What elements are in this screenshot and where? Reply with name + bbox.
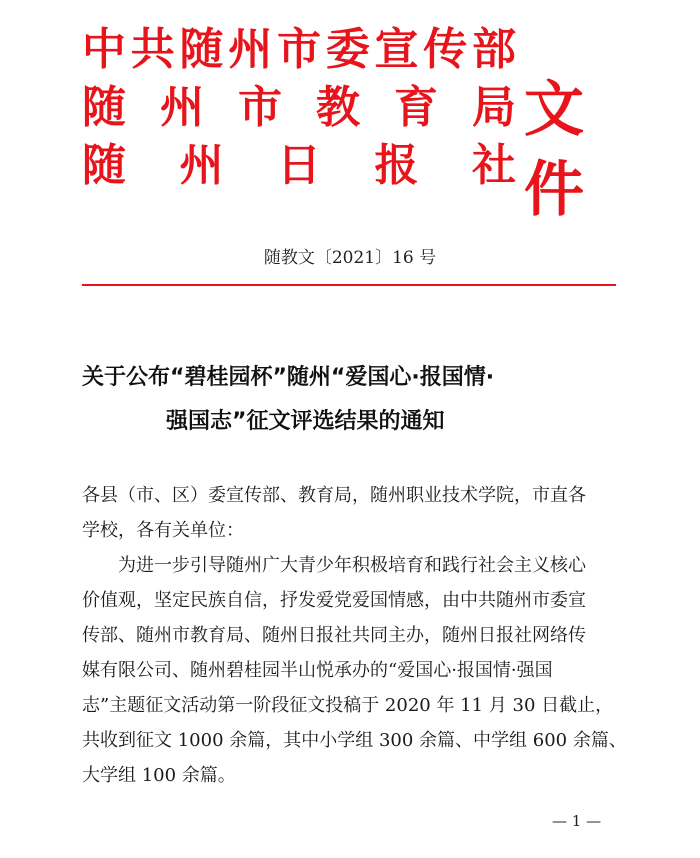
document-number: 随教文〔2021〕16 号 [263, 248, 437, 268]
masthead-char: 社 [472, 140, 516, 191]
masthead-char: 共 [130, 24, 175, 75]
masthead-char: 州 [228, 24, 273, 75]
document-body [82, 478, 627, 793]
masthead-char: 宣 [374, 24, 419, 75]
masthead-char: 局 [472, 82, 516, 133]
masthead-char: 部 [472, 24, 516, 75]
issuer-education-bureau [82, 80, 516, 136]
masthead-char: 育 [394, 82, 438, 133]
masthead-char: 州 [160, 82, 204, 133]
paragraph-line: 传部、随州市教育局、随州日报社共同主办，随州日报社网络传 [82, 625, 586, 646]
masthead-char: 中 [82, 24, 126, 75]
masthead-char: 随 [82, 82, 126, 133]
paragraph-line: 为进一步引导随州广大青少年积极培育和践行社会主义核心 [118, 555, 586, 576]
issuer-propaganda-dept [82, 22, 516, 78]
paragraph-line: 媒有限公司、随州碧桂园半山悦承办的“爱国心·报国情·强国 [82, 660, 553, 681]
masthead-char: 传 [423, 24, 468, 75]
document-title [82, 356, 622, 444]
wenjian-label: 文件 [524, 75, 582, 225]
masthead-char: 报 [374, 140, 419, 191]
masthead-char: 随 [82, 140, 126, 191]
title-line-1: 关于公布“碧桂园杯”随州“爱国心·报国情· [82, 365, 495, 390]
paragraph-line: 价值观，坚定民族自信，抒发爱党爱国情感，由中共随州市委宣 [82, 590, 586, 611]
masthead-char: 教 [316, 82, 360, 133]
masthead-char: 市 [238, 82, 282, 133]
paragraph-line: 志”主题征文活动第一阶段征文投稿于 2020 年 11 月 30 日截止， [82, 695, 614, 716]
page-number: — 1 — [552, 812, 602, 830]
masthead-char: 日 [277, 140, 321, 191]
issuer-daily-newspaper [82, 138, 516, 194]
masthead-char: 州 [179, 140, 224, 191]
red-separator-line [82, 284, 616, 286]
title-line-2: 强国志”征文评选结果的通知 [166, 409, 445, 434]
addressee-line: 学校，各有关单位： [82, 520, 244, 541]
masthead-char: 市 [277, 24, 321, 75]
addressee-line: 各县（市、区）委宣传部、教育局，随州职业技术学院，市直各 [82, 485, 586, 506]
paragraph-line: 大学组 100 余篇。 [82, 765, 236, 786]
masthead-char: 委 [325, 24, 370, 75]
masthead-char: 随 [179, 24, 224, 75]
red-masthead [82, 22, 622, 225]
paragraph-line: 共收到征文 1000 余篇，其中小学组 300 余篇、中学组 600 余篇、 [82, 730, 627, 751]
